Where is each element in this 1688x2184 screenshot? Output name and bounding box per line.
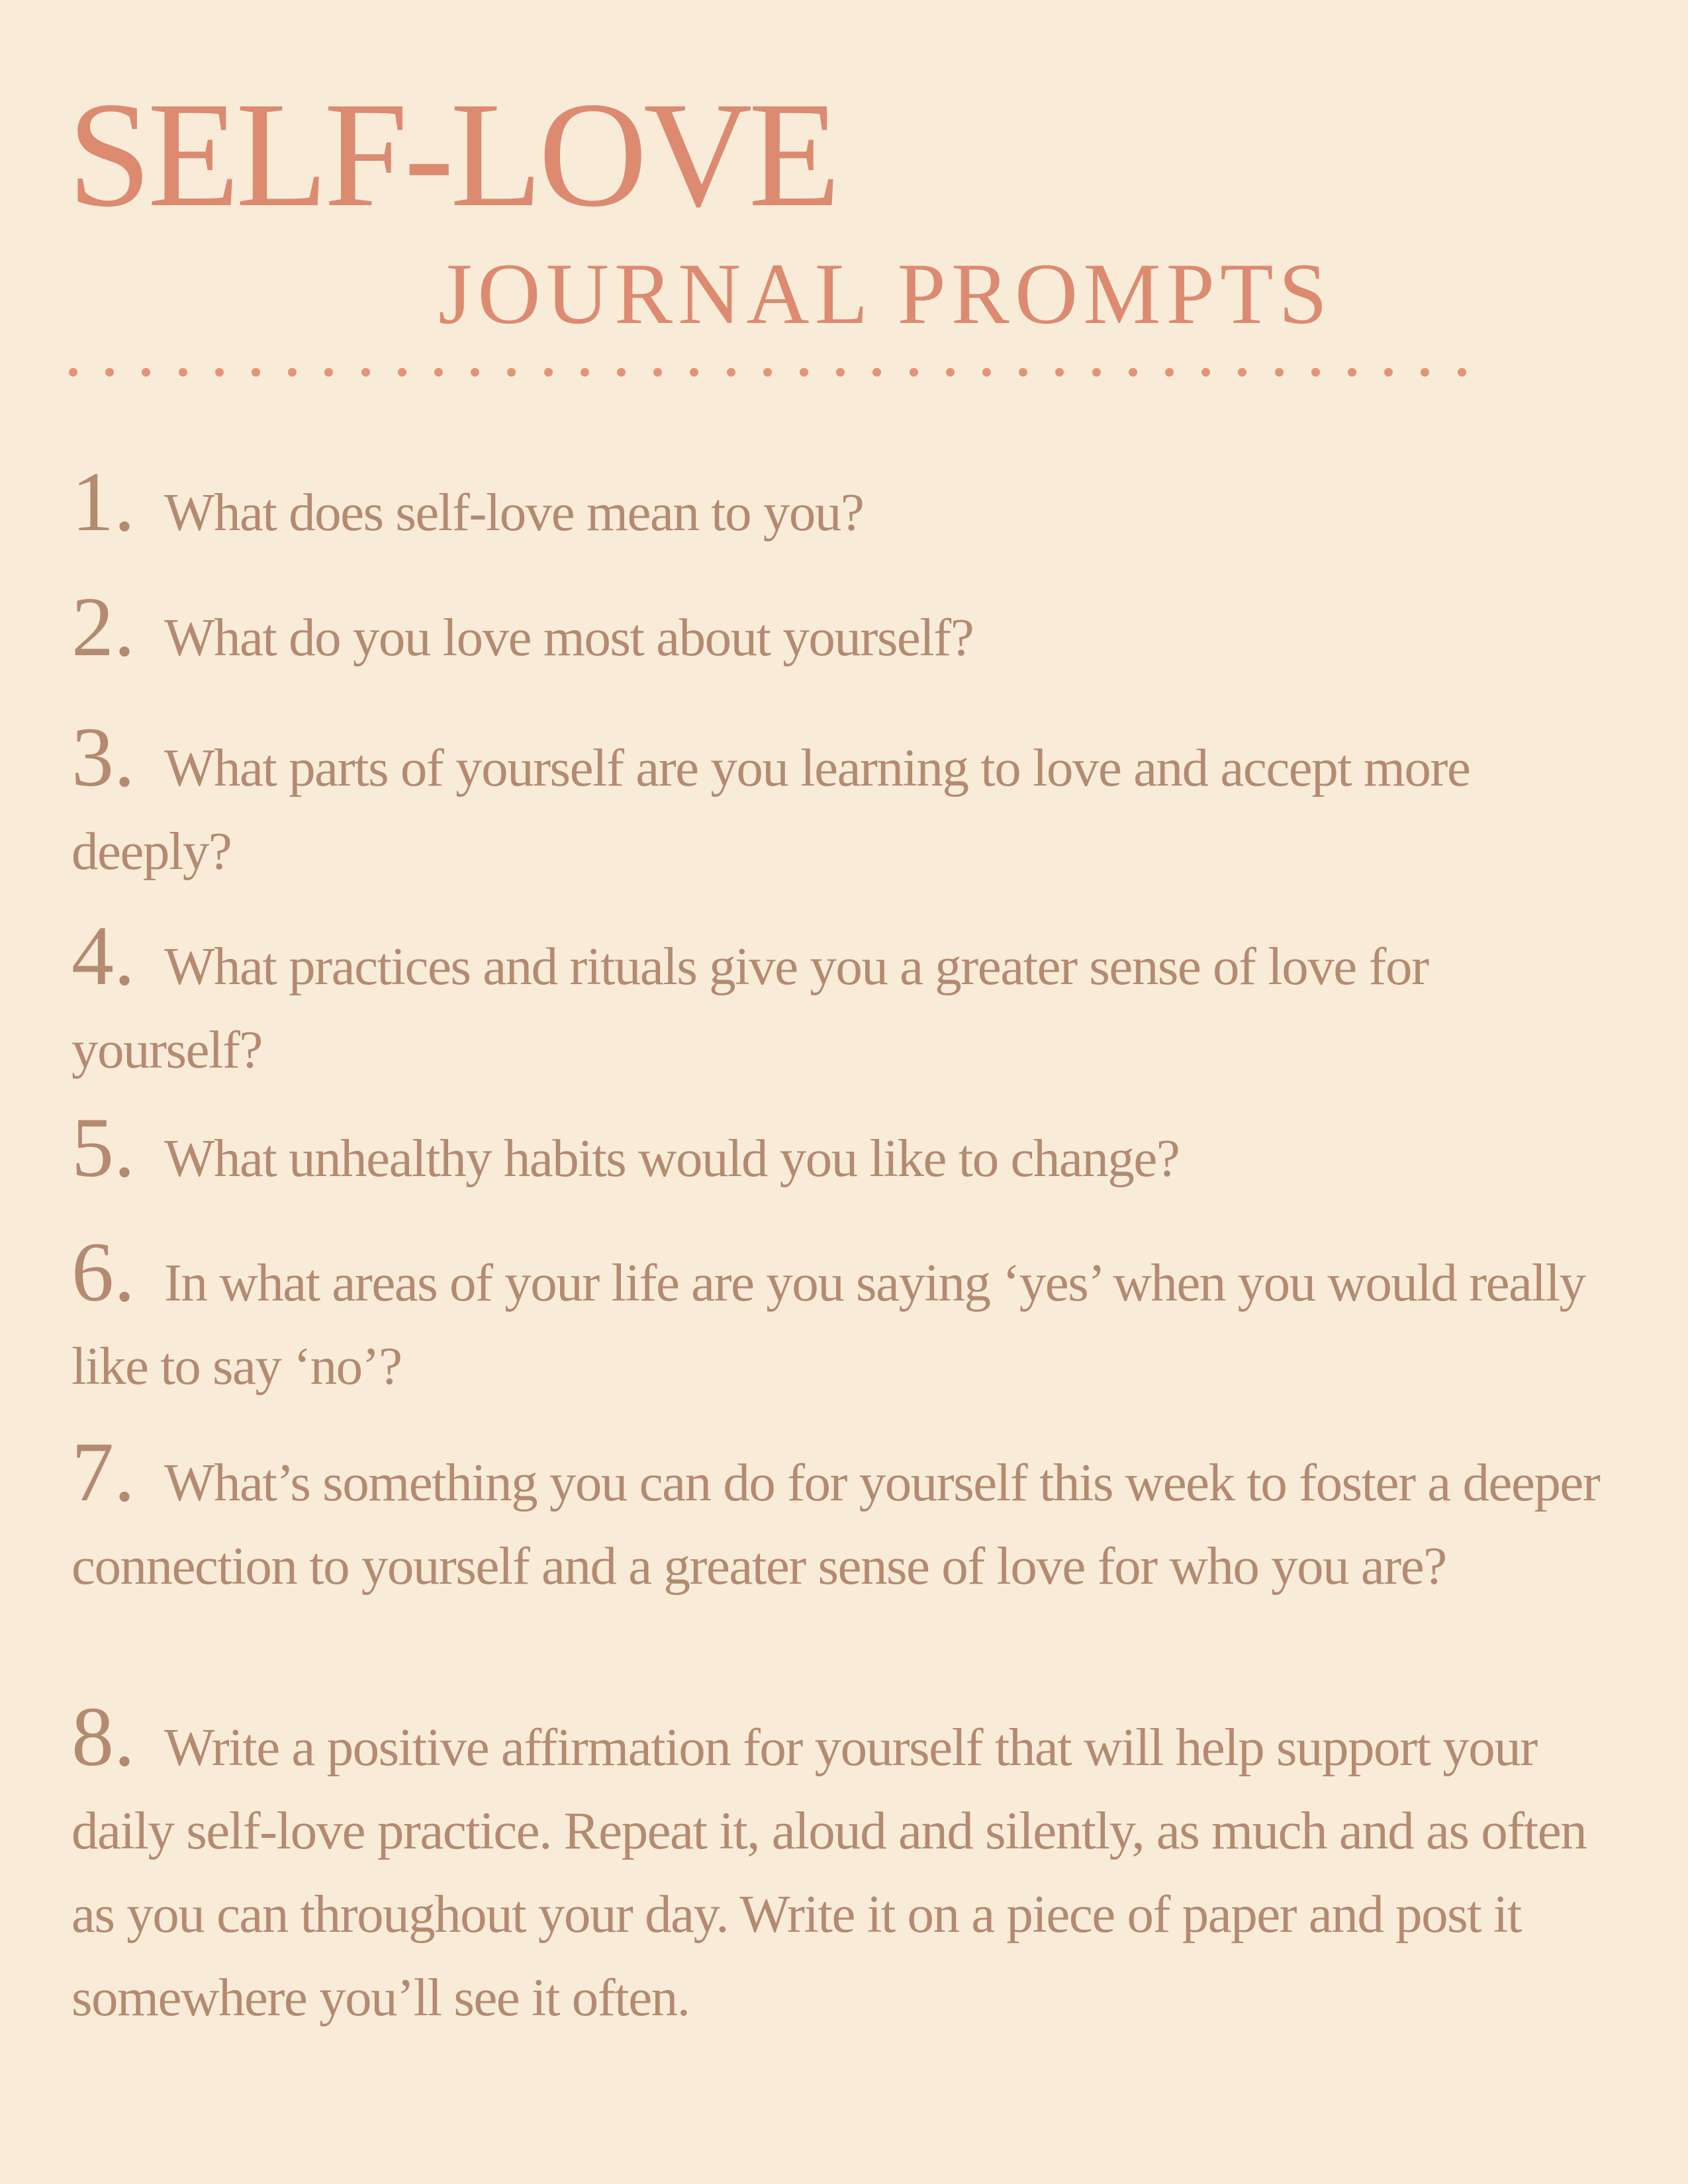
prompt-number: 7.: [71, 1425, 135, 1519]
divider-dot: [653, 368, 662, 377]
divider-dot: [836, 368, 845, 377]
prompt-number: 5.: [71, 1101, 135, 1195]
prompt-text: What do you love most about yourself?: [164, 608, 974, 667]
divider-dot: [1019, 368, 1027, 377]
divider-dot: [617, 368, 626, 377]
page-subtitle: JOURNAL PROMPTS: [438, 245, 1333, 342]
divider-dot: [872, 368, 881, 377]
divider-dot: [1458, 368, 1466, 377]
prompt-number: 3.: [71, 710, 135, 804]
prompt-number: 1.: [71, 455, 135, 549]
page-title: SELF-LOVE: [68, 71, 837, 238]
divider-dot: [361, 368, 370, 377]
prompt-item: [71, 909, 1614, 1091]
divider-dot: [763, 368, 772, 377]
divider-dot: [105, 368, 114, 377]
divider-dot: [69, 368, 77, 377]
prompt-text: What does self-love mean to you?: [164, 482, 864, 542]
divider-dot: [324, 368, 333, 377]
prompt-number: 6.: [71, 1225, 135, 1319]
prompt-number: 2.: [71, 580, 135, 674]
prompt-number: 4.: [71, 909, 135, 1003]
prompt-text: In what areas of your life are you saying ‘yes’ when you would really like to say ‘no’?: [71, 1253, 1585, 1396]
divider-dot: [215, 368, 224, 377]
dotted-divider: [69, 368, 1479, 381]
divider-dot: [1092, 368, 1101, 377]
divider-dot: [982, 368, 991, 377]
divider-dot: [252, 368, 260, 377]
divider-dot: [288, 368, 297, 377]
divider-dot: [1275, 368, 1284, 377]
prompt-item: [71, 580, 1614, 679]
prompt-text: Write a positive affirmation for yourself that will help support your daily self-love practice. Repeat it, aloud and silently, as much and as often as you can throughout your day. Write it on a piece of paper and post it somewhere you’ll see it often.: [71, 1717, 1587, 2027]
prompt-item: [71, 455, 1614, 554]
divider-dot: [581, 368, 589, 377]
divider-dot: [946, 368, 955, 377]
divider-dot: [434, 368, 443, 377]
divider-dot: [1311, 368, 1320, 377]
divider-dot: [1238, 368, 1246, 377]
divider-dot: [690, 368, 698, 377]
divider-dot: [1165, 368, 1174, 377]
prompt-item: [71, 1225, 1614, 1408]
prompt-text: What unhealthy habits would you like to change?: [164, 1128, 1180, 1188]
prompt-item: [71, 1690, 1614, 2039]
divider-dot: [179, 368, 187, 377]
divider-dot: [800, 368, 808, 377]
divider-dot: [1055, 368, 1064, 377]
divider-dot: [471, 368, 479, 377]
prompt-item: [71, 710, 1614, 893]
prompt-number: 8.: [71, 1690, 135, 1784]
divider-dot: [398, 368, 406, 377]
divider-dot: [910, 368, 918, 377]
divider-dot: [142, 368, 150, 377]
divider-dot: [544, 368, 553, 377]
divider-dot: [1129, 368, 1137, 377]
divider-dot: [727, 368, 735, 377]
prompt-text: What practices and rituals give you a greater sense of love for yourself?: [71, 936, 1429, 1079]
divider-dot: [507, 368, 516, 377]
divider-dot: [1384, 368, 1393, 377]
prompt-item: [71, 1425, 1614, 1608]
prompt-text: What’s something you can do for yourself this week to foster a deeper connection to yourself and a greater sense of love for who you are?: [71, 1453, 1600, 1596]
prompt-item: [71, 1101, 1614, 1200]
divider-dot: [1348, 368, 1356, 377]
prompt-text: What parts of yourself are you learning to love and accept more deeply?: [71, 738, 1470, 881]
divider-dot: [1201, 368, 1210, 377]
divider-dot: [1421, 368, 1429, 377]
